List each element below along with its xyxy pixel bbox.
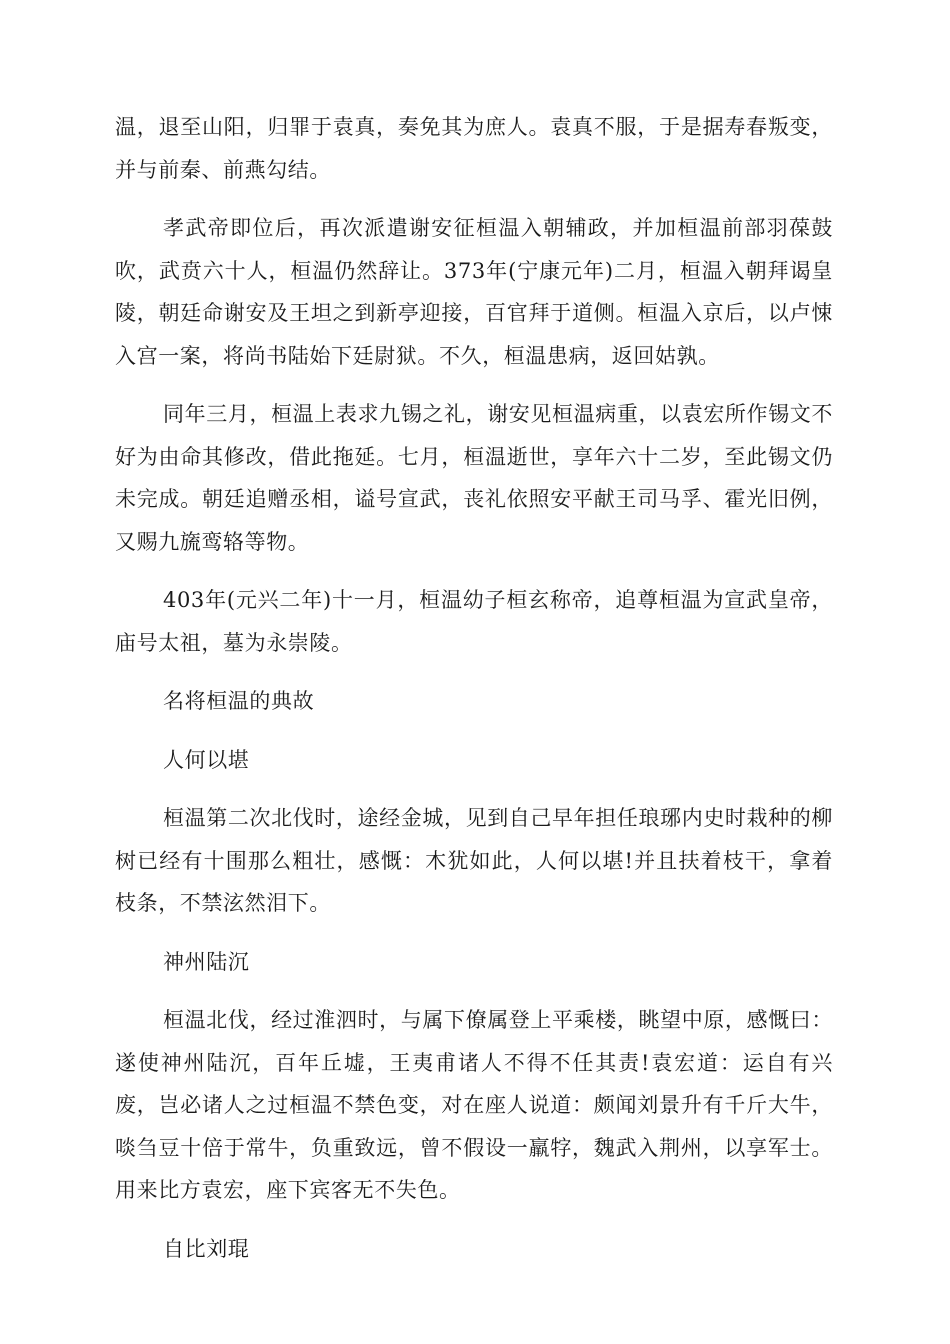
- paragraph-posthumous-title: 403年(元兴二年)十一月，桓温幼子桓玄称帝，追尊桓温为宣武皇帝，庙号太祖，墓为永崇陵。: [115, 588, 833, 655]
- story-title-shenzhou-luchen: 神州陆沉: [163, 949, 250, 974]
- story-text-shenzhou-luchen: 桓温北伐，经过淮泗时，与属下僚属登上平乘楼，眺望中原，感慨曰：遂使神州陆沉，百年丘墟，王夷甫诸人不得不任其责!袁宏道：运自有兴废，岂必诸人之过桓温不禁色变，对在座人说道：颇闻刘景升有千斤大牛，啖刍豆十倍于常牛，负重致远，曾不假设一羸牸，魏武入荆州，以享军士。用来比方袁宏，座下宾客无不失色。: [115, 1008, 833, 1202]
- paragraph-continuation: 温，退至山阳，归罪于袁真，奏免其为庶人。袁真不服，于是据寿春叛变，并与前秦、前燕勾结。: [115, 115, 833, 182]
- document-page: [115, 106, 833, 1286]
- paragraph-nine-bestowments: 同年三月，桓温上表求九锡之礼，谢安见桓温病重，以袁宏所作锡文不好为由命其修改，借此拖延。七月，桓温逝世，享年六十二岁，至此锡文仍未完成。朝廷追赠丞相，谥号宣武，丧礼依照安平献王司马孚、霍光旧例，又赐九旒鸾辂等物。: [115, 402, 833, 554]
- story-text-renhe-yikan: 桓温第二次北伐时，途经金城，见到自己早年担任琅琊内史时栽种的柳树已经有十围那么粗壮，感慨：木犹如此，人何以堪!并且扶着枝干，拿着枝条，不禁泫然泪下。: [115, 806, 833, 915]
- story-title-zibi-liukun: 自比刘琨: [163, 1236, 250, 1261]
- section-title: 名将桓温的典故: [163, 689, 315, 713]
- paragraph-xiaowu-emperor: 孝武帝即位后，再次派遣谢安征桓温入朝辅政，并加桓温前部羽葆鼓吹，武贲六十人，桓温仍然辞让。373年(宁康元年)二月，桓温入朝拜谒皇陵，朝廷命谢安及王坦之到新亭迎接，百官拜于道侧。桓温入京后，以卢悚入宫一案，将尚书陆始下廷尉狱。不久，桓温患病，返回姑孰。: [115, 216, 833, 368]
- story-title-renhe-yikan: 人何以堪: [163, 747, 250, 772]
